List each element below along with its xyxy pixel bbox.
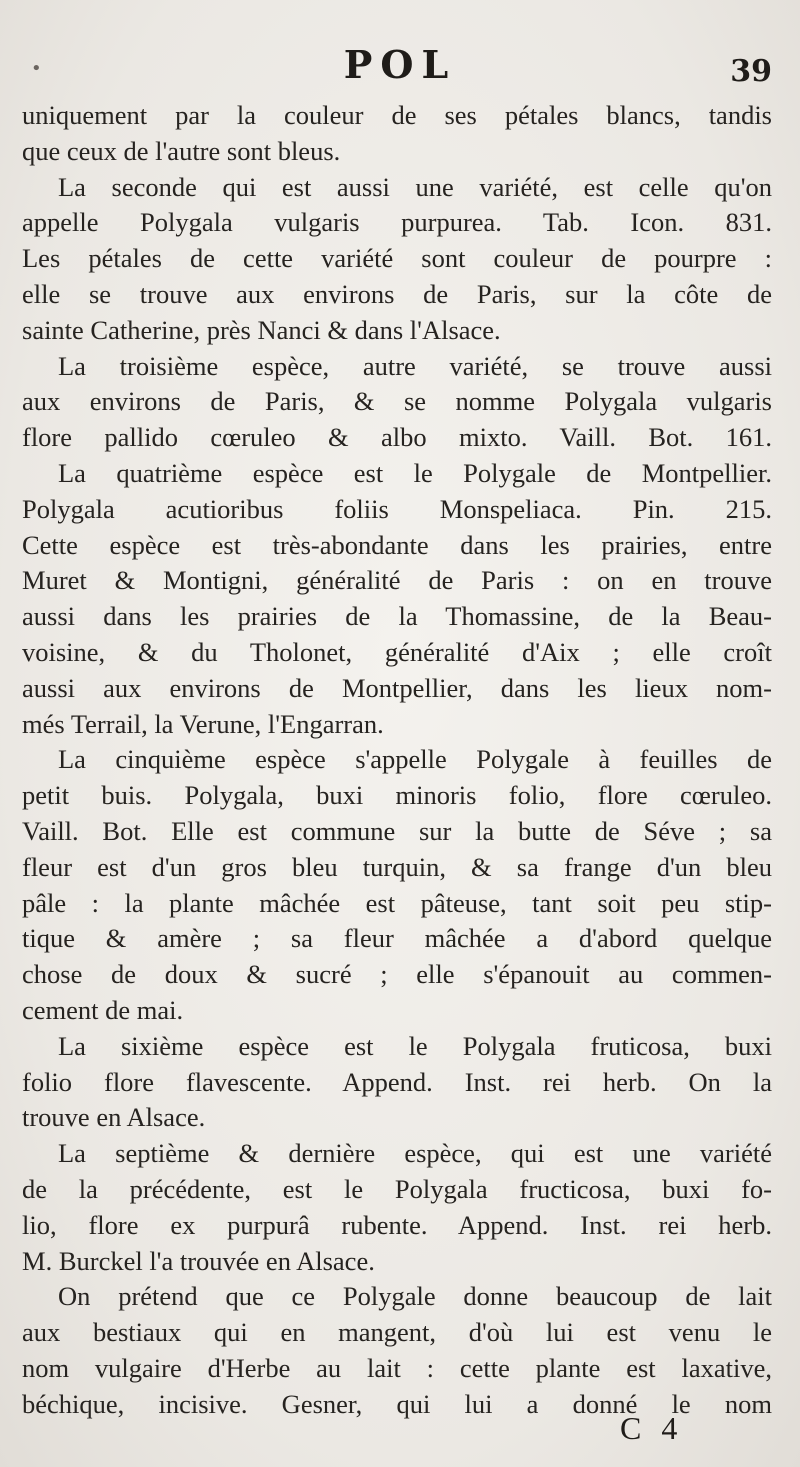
text-line: chose de doux & sucré ; elle s'épanouit au commen- bbox=[22, 959, 772, 990]
text-line: Cette espèce est très-abondante dans les prairies, entre bbox=[22, 529, 772, 560]
text-line: M. Burckel l'a trouvée en Alsace. bbox=[22, 1245, 375, 1276]
text-line: aussi aux environs de Montpellier, dans les lieux nom- bbox=[22, 672, 772, 703]
text-line: elle se trouve aux environs de Paris, sur la côte de bbox=[22, 278, 772, 309]
text-line: Muret & Montigni, généralité de Paris : on en trouve bbox=[22, 565, 772, 596]
text-line: aux environs de Paris, & se nomme Polygala vulgaris bbox=[22, 386, 772, 417]
text-line: que ceux de l'autre sont bleus. bbox=[22, 135, 341, 166]
page-number: 39 bbox=[730, 54, 772, 89]
text-line: pâle : la plante mâchée est pâteuse, tant soit peu stip- bbox=[22, 887, 772, 918]
text-line: tique & amère ; sa fleur mâchée a d'abord quelque bbox=[22, 923, 772, 954]
signature-mark: C 4 bbox=[620, 1410, 684, 1446]
text-line: folio flore flavescente. Append. Inst. rei herb. On la bbox=[22, 1066, 772, 1097]
text-line: Polygala acutioribus foliis Monspeliaca. Pin. 215. bbox=[22, 493, 772, 524]
text-line: lio, flore ex purpurâ rubente. Append. Inst. rei herb. bbox=[22, 1209, 772, 1240]
text-line: trouve en Alsace. bbox=[22, 1102, 206, 1133]
text-line: sainte Catherine, près Nanci & dans l'Alsace. bbox=[22, 314, 501, 345]
text-line: més Terrail, la Verune, l'Engarran. bbox=[22, 708, 384, 739]
text-line: cement de mai. bbox=[22, 994, 184, 1025]
text-line: La seconde qui est aussi une variété, est celle qu'on bbox=[58, 171, 772, 202]
text-line: La septième & dernière espèce, qui est une variété bbox=[58, 1138, 772, 1169]
running-header: POL bbox=[343, 42, 457, 87]
text-line: On prétend que ce Polygale donne beaucoup de lait bbox=[58, 1281, 772, 1312]
text-line: fleur est d'un gros bleu turquin, & sa frange d'un bleu bbox=[22, 851, 772, 882]
page-marker: • bbox=[31, 58, 42, 79]
text-line: béchique, incisive. Gesner, qui lui a donné le nom bbox=[22, 1388, 772, 1419]
text-line: La sixième espèce est le Polygala fruticosa, buxi bbox=[58, 1030, 772, 1061]
text-line: flore pallido cœruleo & albo mixto. Vaill. Bot. 161. bbox=[22, 422, 772, 453]
text-line: Vaill. Bot. Elle est commune sur la butte de Séve ; sa bbox=[22, 815, 772, 846]
text-line: petit buis. Polygala, buxi minoris folio, flore cœruleo. bbox=[22, 780, 772, 811]
text-line: La quatrième espèce est le Polygale de Montpellier. bbox=[58, 457, 772, 488]
text-line: voisine, & du Tholonet, généralité d'Aix ; elle croît bbox=[22, 636, 772, 667]
text-line: de la précédente, est le Polygala fructicosa, buxi fo- bbox=[22, 1173, 772, 1204]
text-line: nom vulgaire d'Herbe au lait : cette plante est laxative, bbox=[22, 1352, 772, 1383]
body-text bbox=[22, 98, 772, 1422]
text-line: aussi dans les prairies de la Thomassine, de la Beau- bbox=[22, 601, 772, 632]
text-line: Les pétales de cette variété sont couleur de pourpre : bbox=[22, 243, 772, 274]
text-line: uniquement par la couleur de ses pétales blancs, tandis bbox=[22, 100, 772, 130]
text-line: La cinquième espèce s'appelle Polygale à feuilles de bbox=[58, 744, 772, 775]
text-line: La troisième espèce, autre variété, se trouve aussi bbox=[58, 350, 772, 381]
text-line: appelle Polygala vulgaris purpurea. Tab. Icon. 831. bbox=[22, 207, 772, 238]
text-line: aux bestiaux qui en mangent, d'où lui est venu le bbox=[22, 1317, 772, 1348]
